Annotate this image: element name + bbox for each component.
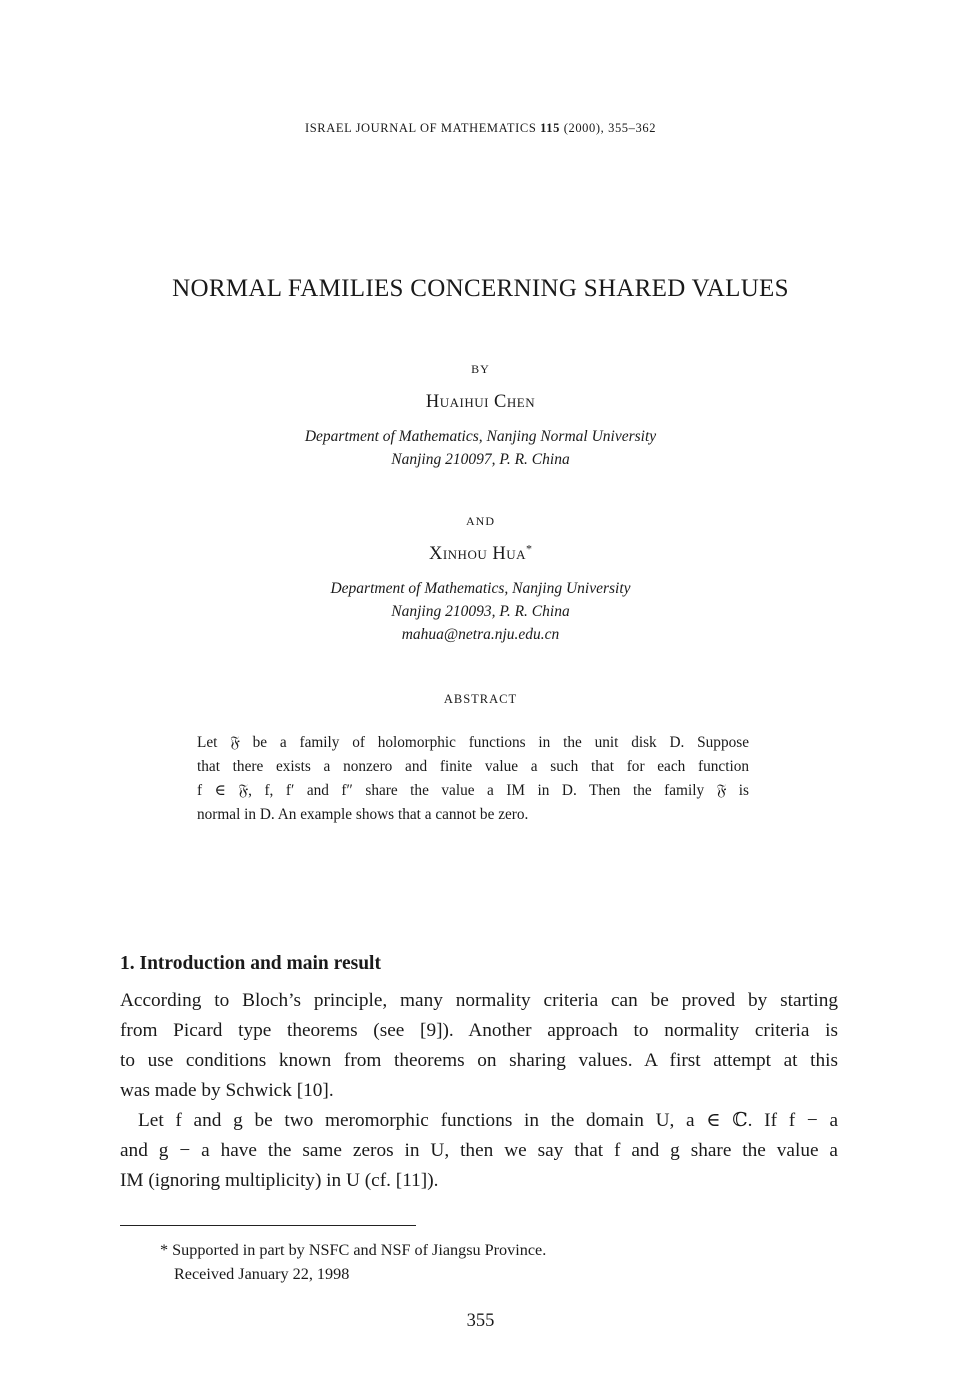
section-heading: 1. Introduction and main result — [120, 953, 381, 974]
author-2-aff-line-2: Nanjing 210093, P. R. China — [391, 603, 570, 620]
abstract-line-1: Let 𝔉 be a family of holomorphic functions in the unit disk D. Suppose — [197, 734, 749, 751]
page-number: 355 — [466, 1311, 495, 1331]
p2-line-3: IM (ignoring multiplicity) in U (cf. [11]). — [120, 1170, 439, 1191]
paper-title: NORMAL FAMILIES CONCERNING SHARED VALUES — [172, 275, 789, 302]
footnote-received: Received January 22, 1998 — [174, 1265, 350, 1283]
author-1-name: Huaihui Chen — [425, 392, 536, 412]
abstract-line-4: normal in D. An example shows that a cannot be zero. — [197, 806, 529, 823]
p1-line-1: According to Bloch’s principle, many normality criteria can be proved by starting — [120, 990, 838, 1011]
footnote-text: Supported in part by NSFC and NSF of Jiangsu Province. — [172, 1241, 547, 1259]
abstract-line-3: f ∈ 𝔉, f, f′ and f″ share the value a IM in D. Then the family 𝔉 is — [197, 782, 749, 799]
paragraph-2 — [120, 1106, 838, 1196]
and-label: AND — [466, 514, 495, 528]
abstract-line-2: that there exists a nonzero and finite value a such that for each function — [197, 758, 749, 775]
journal-year-pages: (2000), 355–362 — [563, 121, 657, 135]
p1-line-3: to use conditions known from theorems on sharing values. A first attempt at this — [120, 1050, 838, 1071]
author-1-aff-line-1: Department of Mathematics, Nanjing Normal University — [304, 428, 657, 445]
paragraph-1 — [120, 986, 838, 1106]
author-2-name-block — [0, 541, 961, 565]
p1-line-2: from Picard type theorems (see [9]). Another approach to normality criteria is — [120, 1020, 838, 1041]
p1-line-4: was made by Schwick [10]. — [120, 1080, 334, 1101]
author-2-name: Xinhou Hua — [428, 544, 526, 564]
journal-volume: 115 — [540, 121, 560, 135]
by-label: BY — [471, 362, 490, 376]
p2-line-1: Let f and g be two meromorphic functions in the domain U, a ∈ ℂ. If f − a — [138, 1110, 838, 1131]
footnote — [160, 1238, 546, 1286]
journal-header — [0, 121, 961, 136]
footnote-rule — [120, 1225, 416, 1226]
author-1-affiliation — [0, 425, 961, 471]
footnote-marker: * — [160, 1241, 169, 1259]
abstract-heading: ABSTRACT — [443, 692, 518, 706]
journal-name: ISRAEL JOURNAL OF MATHEMATICS — [304, 121, 537, 135]
footnote-line-1 — [160, 1238, 546, 1262]
p2-line-2: and g − a have the same zeros in U, then we say that f and g share the value a — [120, 1140, 838, 1161]
author-1-aff-line-2: Nanjing 210097, P. R. China — [391, 451, 570, 468]
author-2-footnote-marker: * — [526, 541, 533, 556]
author-2-aff-line-1: Department of Mathematics, Nanjing University — [330, 580, 631, 597]
author-2-email: mahua@netra.nju.edu.cn — [401, 626, 560, 643]
author-2-affiliation — [0, 577, 961, 646]
abstract-body — [197, 731, 749, 827]
